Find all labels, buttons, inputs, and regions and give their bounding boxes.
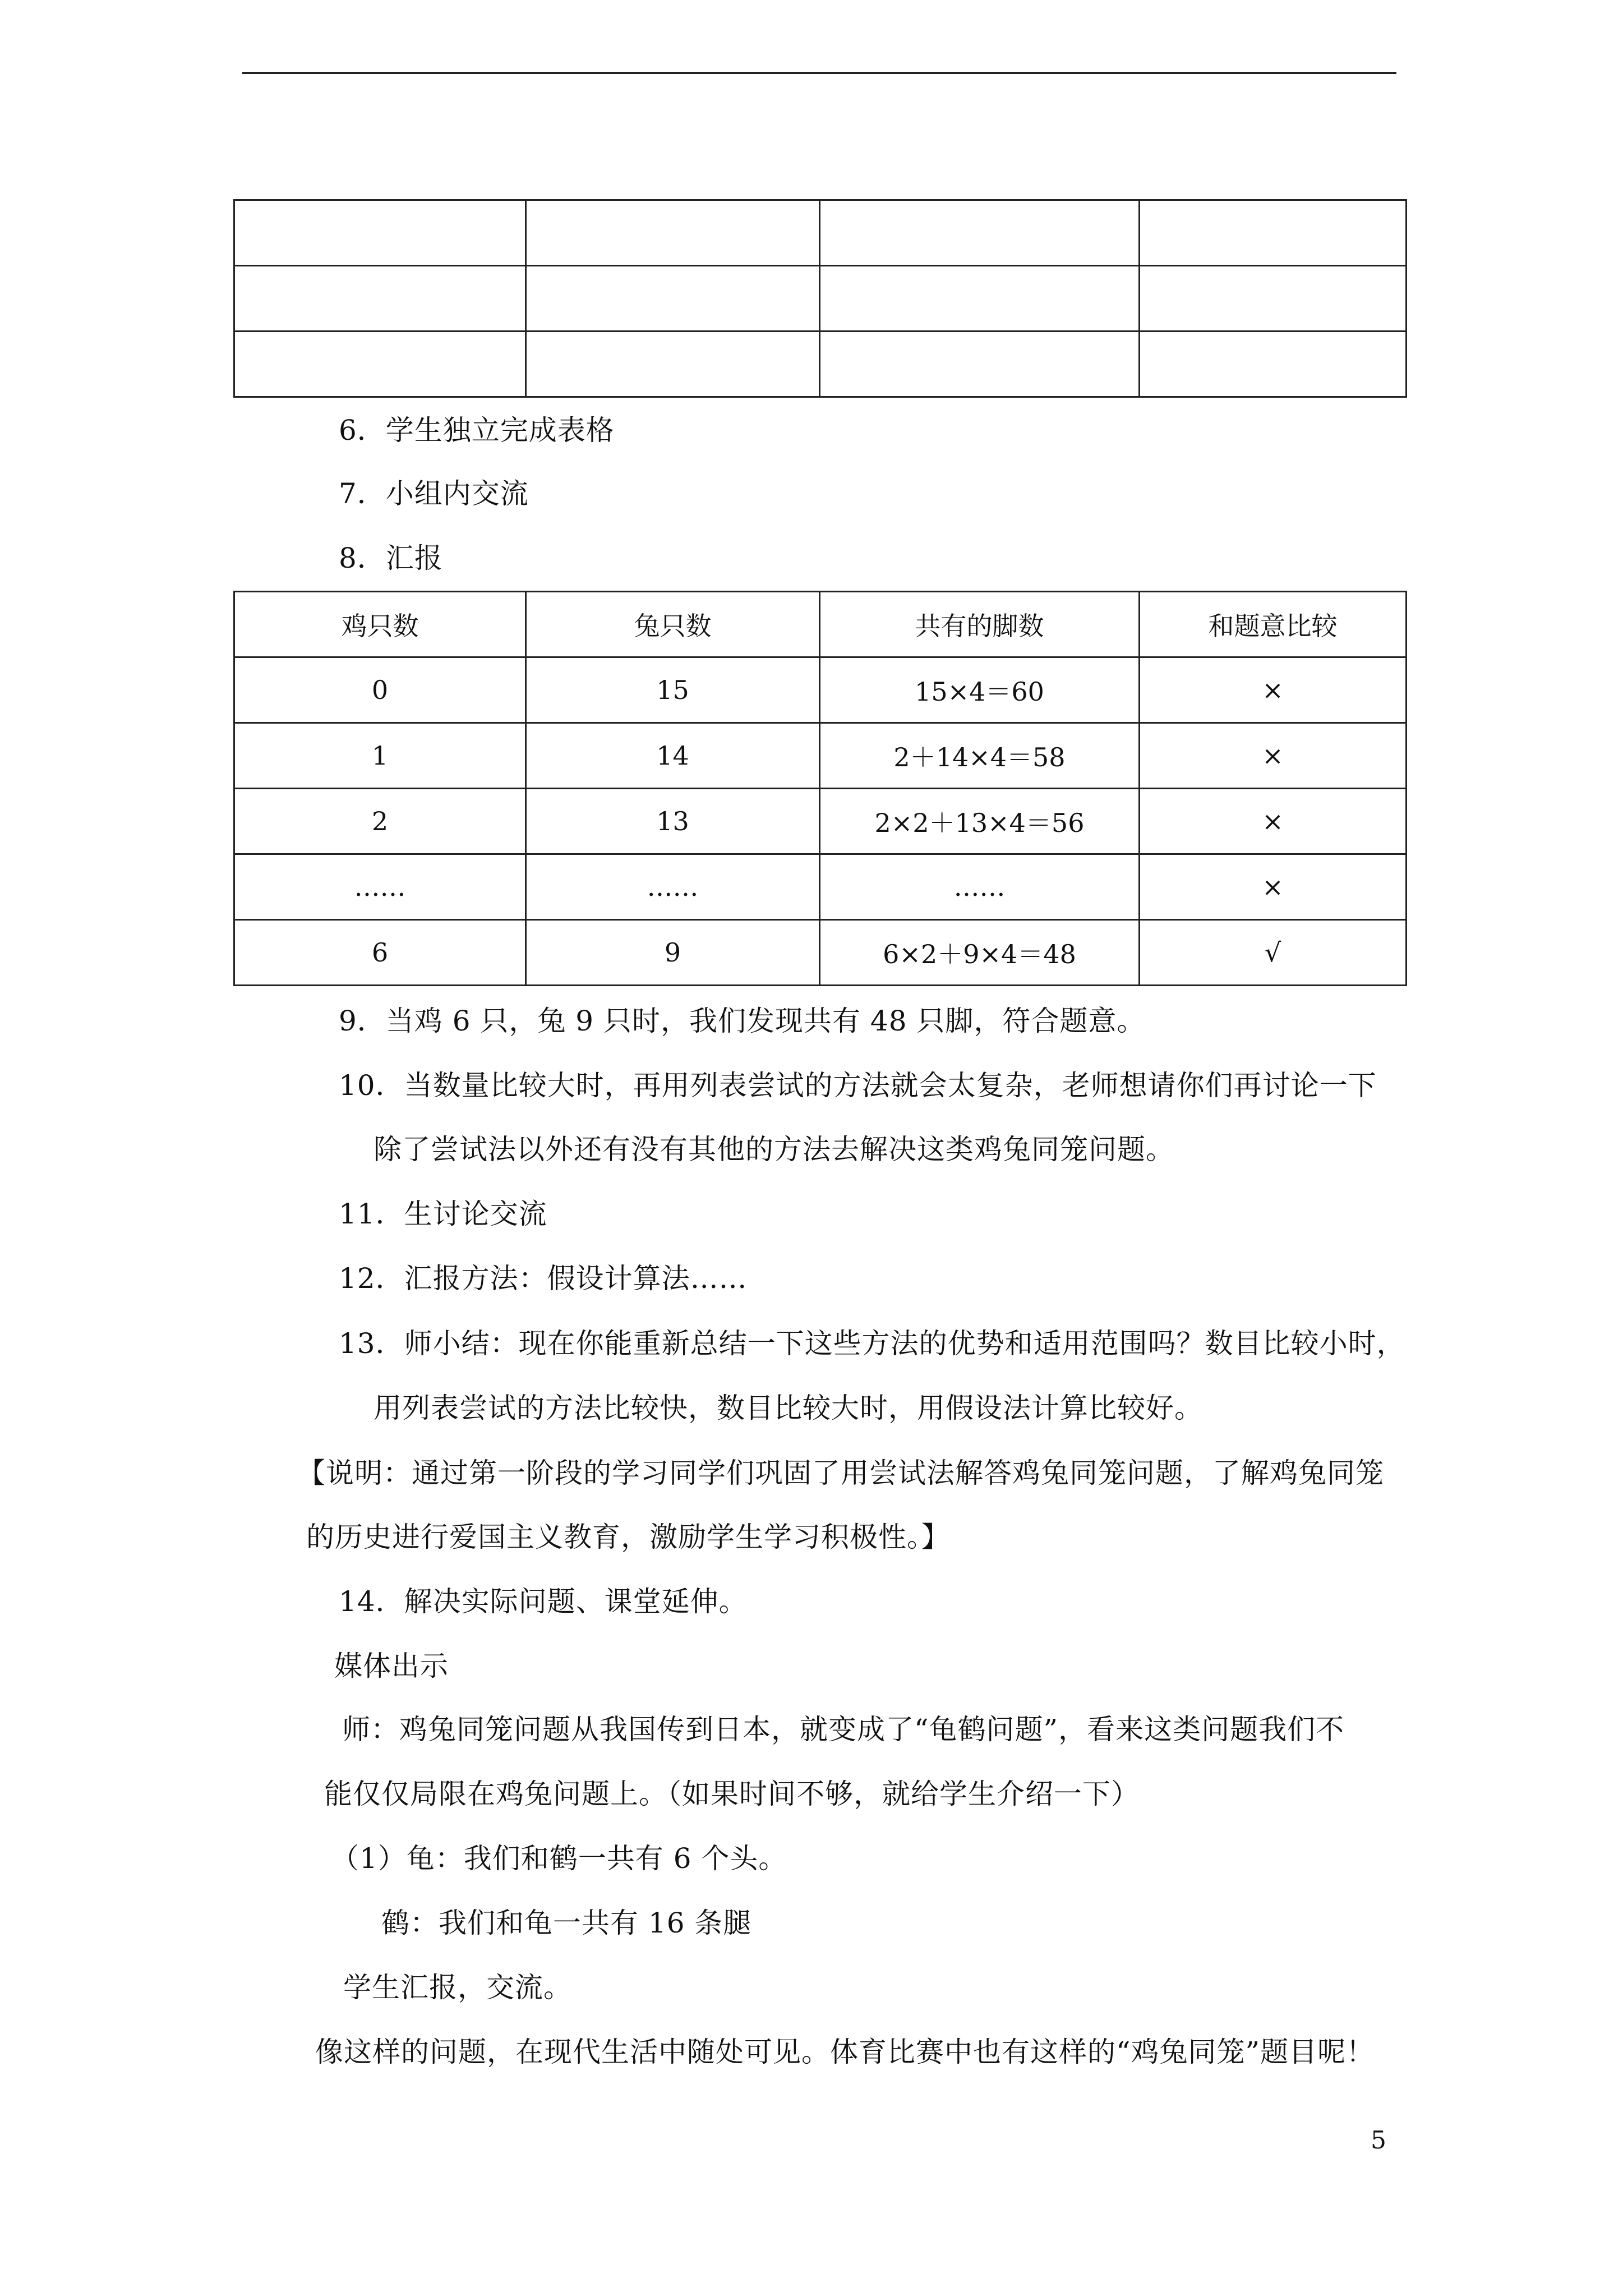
table-row — [234, 200, 1407, 266]
table-cell: 13 — [526, 789, 820, 854]
table-cell: 2 — [234, 789, 526, 854]
note-line2: 的历史进行爱国主义教育，激励学生学习积极性。】 — [306, 1521, 950, 1553]
question-1-crane: 鹤：我们和龟一共有 16 条腿 — [381, 1907, 752, 1939]
table-cell: √ — [1140, 920, 1407, 986]
table-cell: 2＋14×4＝58 — [820, 723, 1140, 789]
paragraph-14: 14．解决实际问题、课堂延伸。 — [339, 1585, 748, 1618]
table-cell: 0 — [234, 657, 526, 723]
closing-line: 像这样的问题，在现代生活中随处可见。体育比赛中也有这样的“鸡兔同笼”题目呢！ — [315, 2036, 1375, 2068]
step-8: 8．汇报 — [339, 542, 443, 574]
table-row — [234, 854, 1407, 920]
header-rule — [242, 72, 1396, 74]
table-cell: 9 — [526, 920, 820, 986]
blank-table — [233, 199, 1407, 398]
step-7: 7．小组内交流 — [339, 477, 529, 510]
table-cell: × — [1140, 789, 1407, 854]
table-header-row — [234, 592, 1407, 657]
table-cell: 15×4＝60 — [820, 657, 1140, 723]
paragraph-11: 11．生讨论交流 — [339, 1198, 547, 1230]
paragraph-13-line1: 13．师小结：现在你能重新总结一下这些方法的优势和适用范围吗？数目比较小时， — [339, 1327, 1405, 1360]
paragraph-12: 12．汇报方法：假设计算法…… — [339, 1262, 748, 1295]
page-number: 5 — [1371, 2126, 1386, 2155]
header-compare: 和题意比较 — [1140, 592, 1407, 657]
teacher-line2: 能仅仅局限在鸡兔问题上。（如果时间不够，就给学生介绍一下） — [324, 1778, 1140, 1810]
table-row — [234, 920, 1407, 986]
question-1-turtle: （1）龟：我们和鹤一共有 6 个头。 — [331, 1842, 787, 1875]
result-table — [233, 591, 1407, 986]
table-cell — [234, 332, 526, 397]
header-chicken-count: 鸡只数 — [234, 592, 526, 657]
table-cell: × — [1140, 657, 1407, 723]
table-row — [234, 266, 1407, 332]
table-cell — [1140, 200, 1407, 266]
table-cell: × — [1140, 854, 1407, 920]
paragraph-9: 9．当鸡 6 只，兔 9 只时，我们发现共有 48 只脚，符合题意。 — [339, 1005, 1146, 1037]
header-total-feet: 共有的脚数 — [820, 592, 1140, 657]
table-cell — [526, 332, 820, 397]
table-cell: 6 — [234, 920, 526, 986]
paragraph-10-line1: 10．当数量比较大时，再用列表尝试的方法就会太复杂，老师想请你们再讨论一下 — [339, 1069, 1377, 1102]
student-report: 学生汇报，交流。 — [343, 1971, 572, 2004]
table-cell: …… — [234, 854, 526, 920]
paragraph-13-line2: 用列表尝试的方法比较快，数目比较大时，用假设法计算比较好。 — [374, 1392, 1203, 1424]
table-cell — [1140, 266, 1407, 332]
table-cell — [820, 200, 1140, 266]
table-row — [234, 789, 1407, 854]
table-row — [234, 332, 1407, 397]
table-cell: 6×2＋9×4＝48 — [820, 920, 1140, 986]
table-cell: …… — [820, 854, 1140, 920]
table-cell — [820, 266, 1140, 332]
table-cell — [234, 200, 526, 266]
header-rabbit-count: 兔只数 — [526, 592, 820, 657]
table-cell: …… — [526, 854, 820, 920]
table-row — [234, 723, 1407, 789]
table-cell: 14 — [526, 723, 820, 789]
table-cell — [1140, 332, 1407, 397]
table-cell: 15 — [526, 657, 820, 723]
table-cell: 1 — [234, 723, 526, 789]
teacher-line1: 师：鸡兔同笼问题从我国传到日本，就变成了“龟鹤问题”，看来这类问题我们不 — [342, 1713, 1345, 1746]
table-cell: × — [1140, 723, 1407, 789]
table-row — [234, 657, 1407, 723]
table-cell — [234, 266, 526, 332]
table-cell — [526, 200, 820, 266]
step-6: 6．学生独立完成表格 — [339, 414, 615, 447]
note-line1: 【说明：通过第一阶段的学习同学们巩固了用尝试法解答鸡兔同笼问题，了解鸡兔同笼 — [297, 1457, 1384, 1489]
paragraph-10-line2: 除了尝试法以外还有没有其他的方法去解决这类鸡兔同笼问题。 — [374, 1133, 1174, 1166]
table-cell — [526, 266, 820, 332]
table-cell — [820, 332, 1140, 397]
media-caption: 媒体出示 — [334, 1650, 449, 1682]
table-cell: 2×2＋13×4＝56 — [820, 789, 1140, 854]
